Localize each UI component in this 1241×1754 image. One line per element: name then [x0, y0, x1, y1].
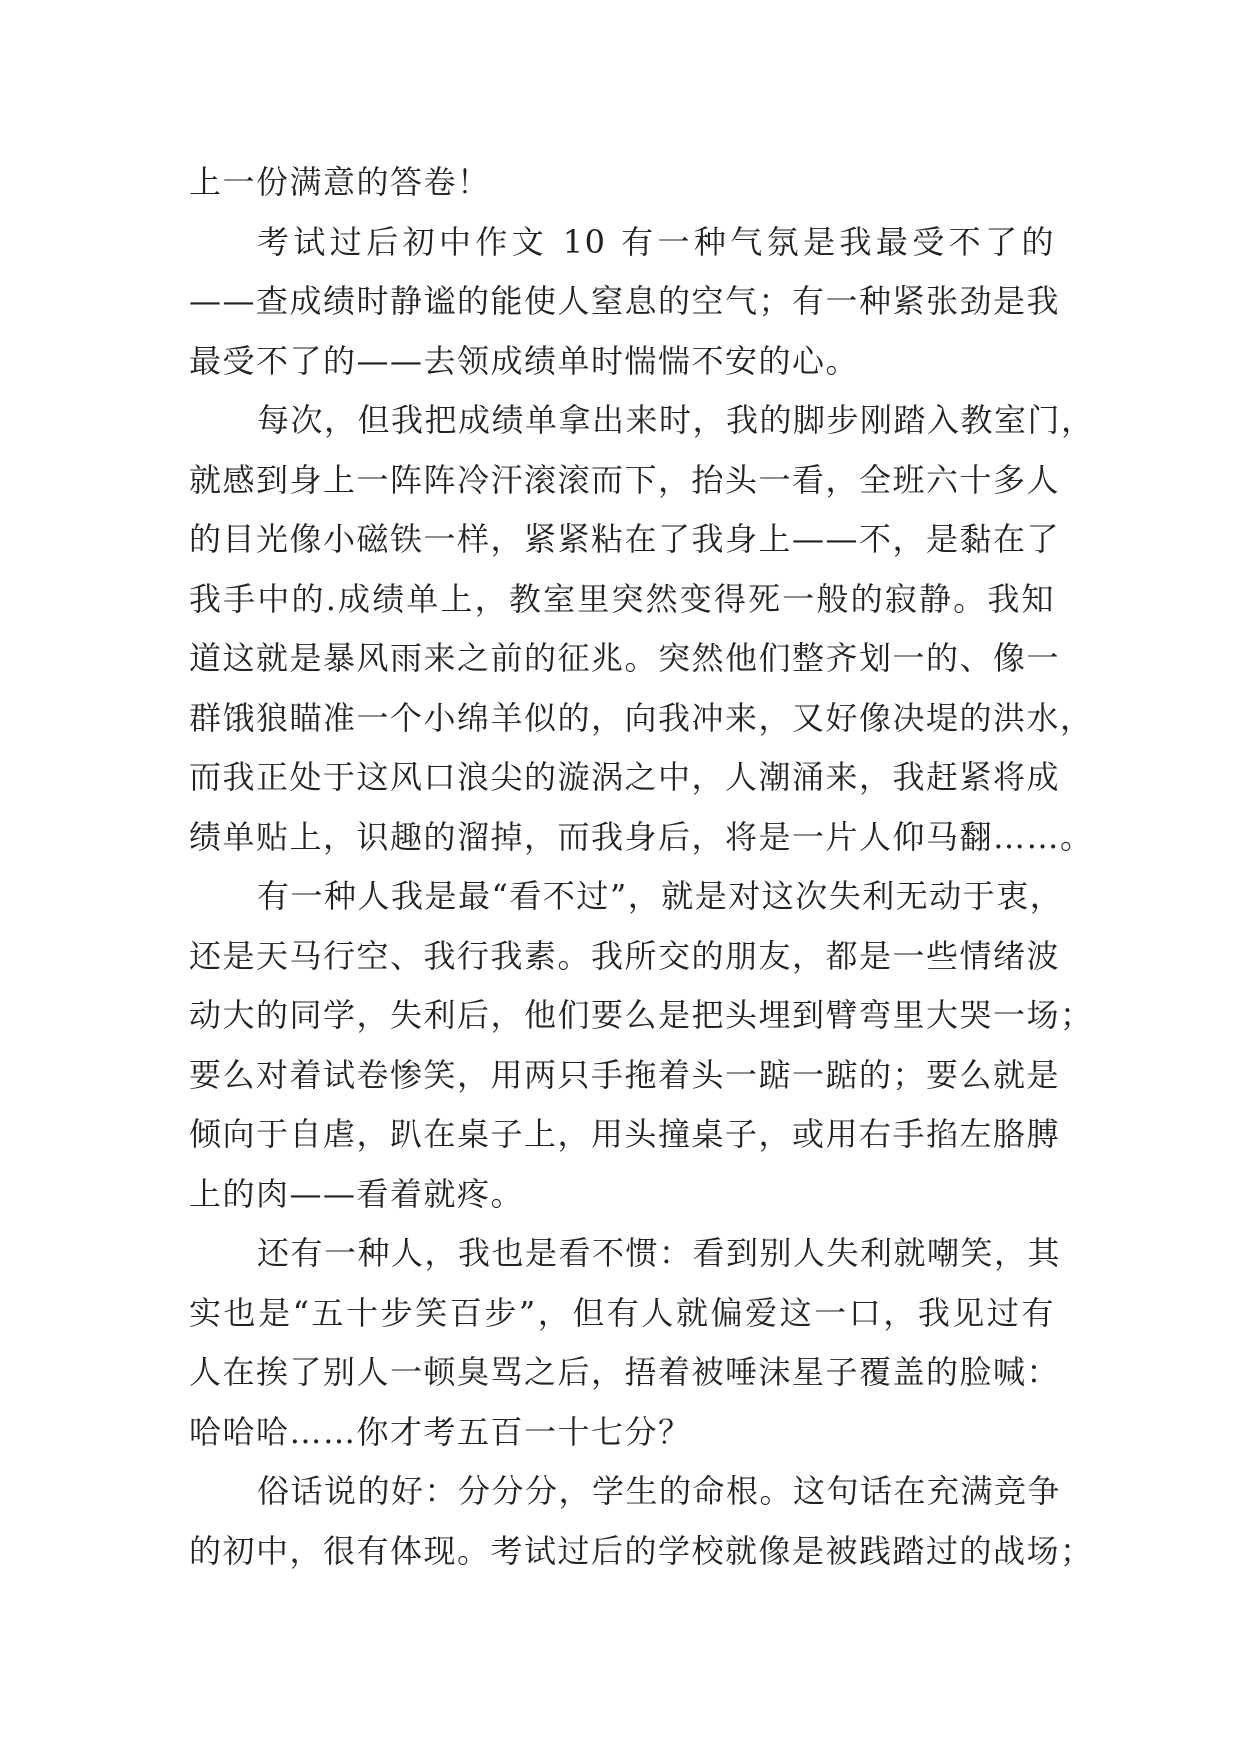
- text-line: 上一份满意的答卷！: [189, 163, 491, 201]
- text-line: 就感到身上一阵阵冷汗滚滚而下，抬头一看，全班六十多人: [189, 460, 1061, 499]
- paragraph: [189, 391, 1095, 867]
- text-line: 俗话说的好：分分分，学生的命根。这句话在充满竞争: [257, 1472, 1062, 1510]
- paragraph: [189, 1224, 1062, 1462]
- paragraph: [189, 153, 1055, 213]
- text-line: 有一种人我是最“看不过”，就是对这次失利无动于衷，: [257, 877, 1064, 915]
- text-line: 的目光像小磁铁一样，紧紧粘在了我身上——不，是黏在了: [189, 520, 1061, 558]
- text-line: 哈哈哈……你才考五百一十七分？: [189, 1412, 692, 1451]
- text-line: 最受不了的——去领成绩单时惴惴不安的心。: [189, 341, 860, 380]
- text-line: 人在挨了别人一顿臭骂之后，捂着被唾沫星子覆盖的脸喊：: [189, 1353, 1061, 1391]
- text-line: 上的肉——看着就疼。: [189, 1174, 525, 1213]
- text-line: 而我正处于这风口浪尖的漩涡之中，人潮涌来，我赶紧将成: [189, 758, 1061, 796]
- text-line: 考试过后初中作文 10 有一种气氛是我最受不了的: [257, 222, 1055, 261]
- text-line: ——查成绩时静谧的能使人窒息的空气；有一种紧张劲是我: [189, 282, 1061, 320]
- text-line: 我手中的.成绩单上，教室里突然变得死一般的寂静。我知: [189, 579, 1055, 618]
- text-line: 要么对着试卷惨笑，用两只手拖着头一踮一踮的；要么就是: [189, 1055, 1061, 1094]
- text-line: 每次，但我把成绩单拿出来时，我的脚步刚踏入教室门，: [257, 401, 1095, 439]
- text-line: 还有一种人，我也是看不惯：看到别人失利就嘲笑，其: [257, 1234, 1062, 1272]
- text-line: 绩单贴上，识趣的溜掉，而我身后，将是一片人仰马翻……。: [189, 817, 1094, 856]
- paragraph: [189, 1462, 1094, 1581]
- text-line: 实也是“五十步笑百步”，但有人就偏爱这一口，我见过有: [189, 1293, 1055, 1332]
- text-line: 倾向于自虐，趴在桌子上，用头撞桌子，或用右手掐左胳膊: [189, 1115, 1061, 1153]
- text-line: 道这就是暴风雨来之前的征兆。突然他们整齐划一的、像一: [189, 639, 1061, 677]
- document-body: [189, 153, 1095, 1581]
- paragraph: [189, 213, 1061, 392]
- text-line: 动大的同学，失利后，他们要么是把头埋到臂弯里大哭一场；: [189, 996, 1094, 1034]
- paragraph: [189, 867, 1094, 1224]
- text-line: 的初中，很有体现。考试过后的学校就像是被践踏过的战场；: [189, 1531, 1094, 1570]
- text-line: 还是天马行空、我行我素。我所交的朋友，都是一些情绪波: [189, 936, 1061, 975]
- text-line: 群饿狼瞄准一个小绵羊似的，向我冲来，又好像决堤的洪水，: [189, 698, 1094, 737]
